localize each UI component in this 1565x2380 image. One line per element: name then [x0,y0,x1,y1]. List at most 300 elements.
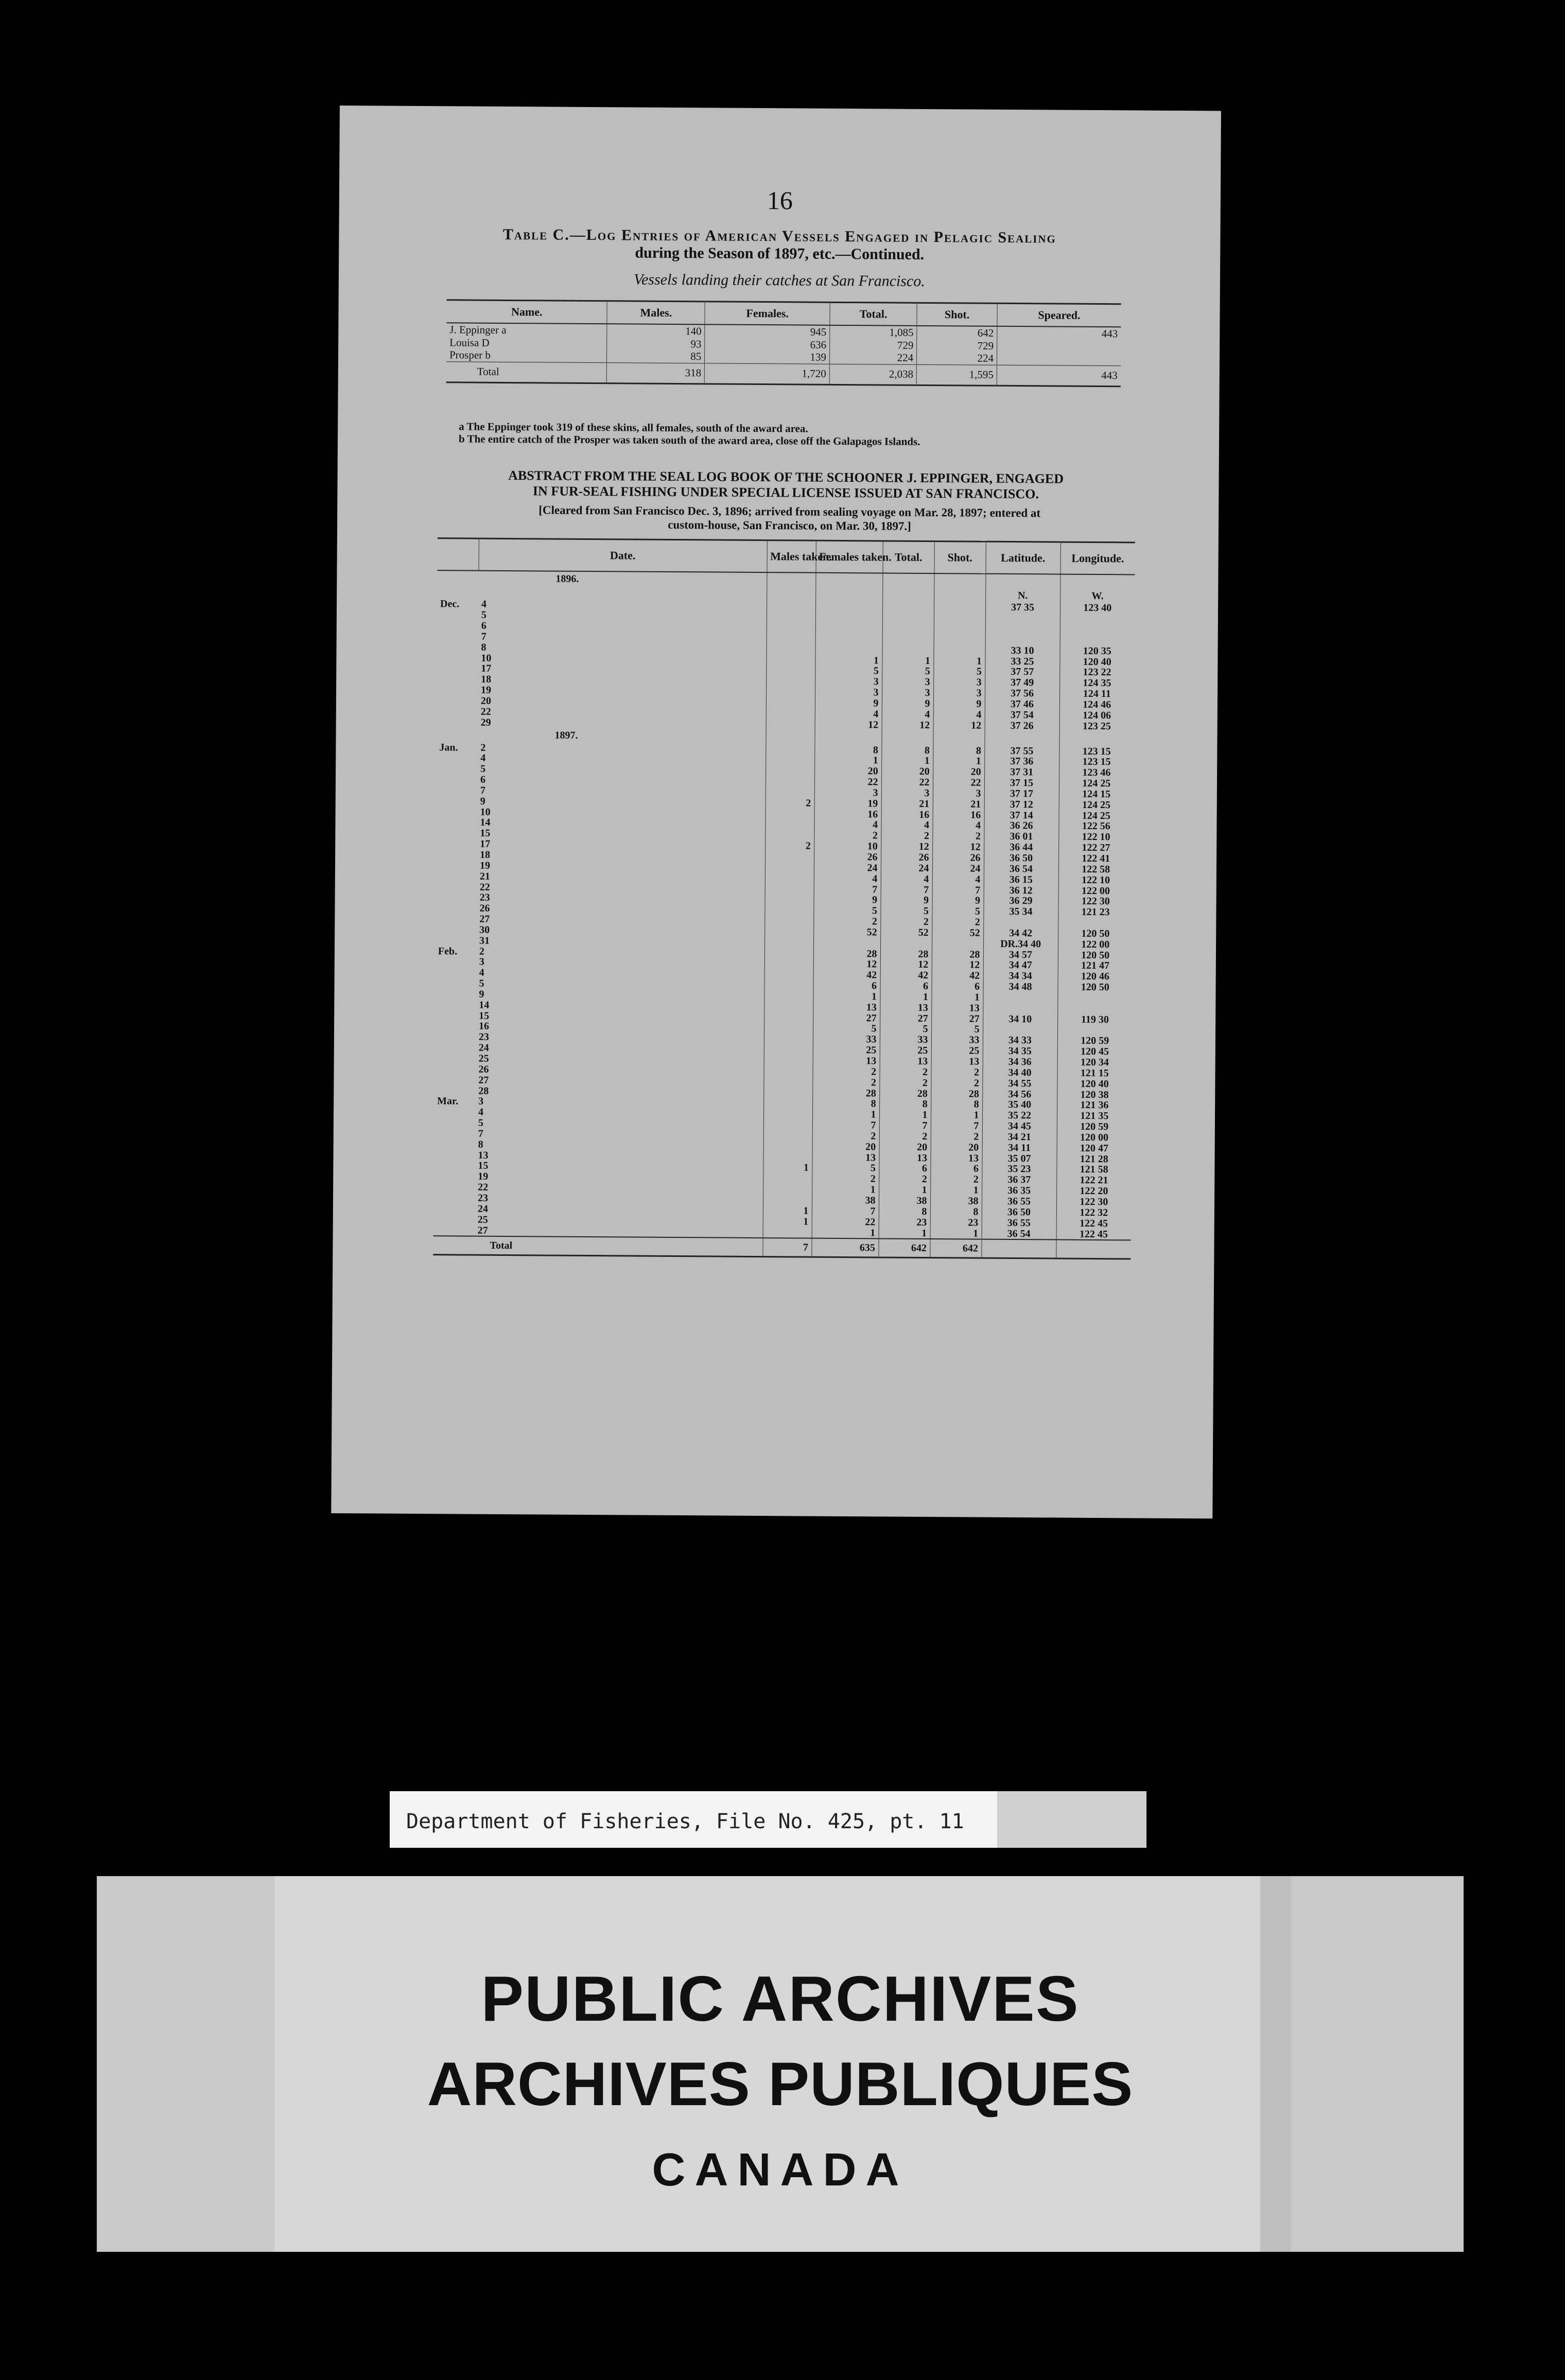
log-cell: 4 [814,819,881,831]
log-cell [985,634,1060,645]
log-cell: 120 35 [1059,645,1134,657]
log-cell: 1 [763,1216,812,1227]
log-cell: 34 45 [982,1121,1057,1132]
log-cell: 121 58 [1056,1164,1131,1176]
log-cell: 34 33 [983,1035,1057,1046]
log-cell: 34 55 [982,1078,1057,1089]
log-cell [434,1031,476,1042]
log-cell: 34 35 [983,1045,1057,1057]
log-cell: 3 [933,677,985,688]
log-cell [437,631,478,642]
log-cell: 38 [812,1195,879,1206]
log-cell: 9 [882,698,933,709]
log-cell [436,828,477,838]
log-cell [1059,731,1134,746]
log-cell [933,730,984,745]
log-cell [763,1098,812,1109]
log-cell: 28 [880,949,932,959]
log-cell: 37 14 [984,810,1059,821]
log-cell: 122 20 [1056,1185,1131,1197]
log-cell: 8 [881,745,933,756]
log-cell: 13 [813,1002,880,1013]
log-cell: 120 38 [1057,1089,1132,1100]
log-cell: 8 [814,744,881,756]
log-cell: 23 [479,892,490,904]
log-cell [766,697,815,708]
log-cell: 20 [480,695,492,707]
log-cell: 37 31 [984,766,1059,778]
log-cell: 3 [815,676,882,688]
log-cell: 42 [813,969,880,981]
log-cell [765,830,814,841]
table-cell: 443 [997,326,1121,340]
abstract-note-line1: [Cleared from San Francisco Dec. 3, 1896; arrived from sealing voyage on Mar. 28, 1897; entered at [538,503,1041,520]
log-cell: 27 [813,1012,880,1024]
log-cell: 12 [881,841,932,852]
log-cell: 4 [814,873,881,884]
log-cell [815,573,882,588]
log-cell: 6 [480,774,486,785]
log-cell [436,849,477,860]
log-cell [932,938,983,949]
log-cell: 8 [931,1099,982,1110]
empty-cell [1056,1239,1131,1258]
empty-cell [437,585,478,599]
log-cell: 120 40 [1057,1078,1132,1090]
log-cell [436,752,477,763]
log-cell: 4 [881,819,932,830]
log-cell: 22 [881,777,933,787]
log-cell [437,652,478,663]
log-cell [984,731,1059,746]
log-cell [985,623,1060,635]
log-cell [934,623,985,634]
log-cell [882,573,934,588]
log-cell: 28 [812,1088,879,1099]
log-cell [766,687,815,697]
log-cell: 2 [930,1174,982,1185]
log-cell [766,708,815,719]
log-cell: 4 [480,752,486,764]
log-cell: 15 [479,1010,490,1022]
log-cell: 7 [812,1119,879,1131]
log-cell: 1 [930,1228,982,1239]
log-cell [434,1000,476,1010]
log-cell [436,838,477,849]
log-cell: 120 59 [1057,1121,1132,1132]
log-cell [983,1003,1057,1014]
log-cell [435,935,476,946]
column-header: Total. [882,541,934,573]
log-cell: 1 [933,756,984,766]
log-cell [435,956,476,967]
log-cell: 8 [879,1098,931,1109]
log-cell: 122 00 [1058,885,1133,897]
log-cell: 5 [933,666,985,677]
log-cell [767,611,815,622]
log-cell: 28 [879,1088,931,1099]
log-cell: 122 45 [1056,1218,1131,1229]
log-cell [764,926,813,937]
log-cell: 123 22 [1059,667,1134,678]
log-cell [764,958,813,969]
log-cell: 14 [480,817,491,829]
log-cell: 121 47 [1058,960,1133,972]
log-cell: 12 [813,959,880,970]
log-cell: 2 [931,1131,982,1142]
log-cell: 13 [478,1149,489,1161]
empty-cell [981,1239,1056,1258]
log-cell: 26 [479,902,490,915]
log-cell: 20 [931,1142,982,1152]
log-cell [433,1171,475,1182]
log-cell: 2 [812,1130,879,1142]
log-cell: 1 [931,1110,982,1121]
log-cell: 7 [931,1121,982,1131]
table-title-line1: Table C.—Log Entries of American Vessels Engaged in Pelagic Sealing [502,225,1057,247]
log-cell [1060,635,1135,646]
log-cell: 3 [933,688,985,698]
log-cell: 9 [932,895,984,906]
log-cell: 37 26 [985,720,1059,731]
log-cell: 123 40 [1060,603,1135,614]
total-cell: 642 [930,1239,981,1258]
log-cell [814,730,881,745]
log-cell: 122 56 [1058,821,1133,832]
log-cell [934,602,985,612]
column-header: Longitude. [1060,542,1135,574]
table-cell: Prosper b [449,348,491,361]
log-cell: 2 [765,841,814,851]
log-cell: 23 [477,1192,489,1204]
log-cell [764,1055,813,1066]
log-cell [765,862,814,872]
log-cell: 4 [815,708,882,720]
log-cell: 2 [881,830,932,841]
log-cell: 7 [481,631,486,642]
log-cell [433,1149,475,1160]
log-cell [435,903,476,914]
log-cell [815,633,882,644]
log-cell: 24 [932,863,984,873]
log-cell: 20 [933,766,984,777]
log-cell [434,1042,476,1053]
log-cell: 9 [933,698,985,709]
log-cell: 20 [879,1142,931,1152]
log-cell: 7 [812,1205,879,1217]
log-cell: 26 [478,1063,489,1075]
log-cell: 120 40 [1059,656,1134,668]
table-cell: 729 [917,339,997,352]
log-cell [765,883,814,894]
log-cell: 36 50 [982,1206,1056,1218]
log-cell: 4 [933,709,985,720]
log-cell: 124 06 [1059,710,1134,721]
log-cell: 4 [479,967,484,979]
total-cell: Total [446,361,607,383]
log-cell: 120 34 [1057,1057,1132,1068]
total-cell: 7 [762,1238,811,1257]
log-cell: 2 [879,1077,931,1088]
log-cell [437,695,478,706]
log-cell: 122 32 [1056,1207,1131,1218]
latitude-hemisphere: N. [985,589,1060,603]
log-cell: 1 [815,655,882,666]
log-cell: 30 [479,924,490,936]
log-cell: 23 [879,1217,930,1228]
log-cell: 2 [931,1077,982,1088]
log-cell: 122 58 [1058,864,1133,875]
log-cell: 24 [477,1203,488,1215]
log-cell [881,730,933,745]
log-cell [764,1012,813,1023]
log-cell: 36 37 [982,1175,1056,1186]
log-cell: 120 00 [1057,1132,1132,1143]
log-cell: 13 [931,1002,983,1013]
log-cell: 33 [813,1034,880,1045]
log-cell: 7 [478,1128,483,1140]
log-cell: 36 50 [984,852,1058,864]
log-cell: 3 [882,687,933,698]
log-cell: 35 22 [982,1110,1057,1121]
log-cell [766,729,814,744]
log-cell: 12 [815,719,882,730]
log-cell: 5 [932,906,983,917]
log-cell [764,969,813,980]
log-cell: 124 25 [1059,810,1134,821]
log-cell: 4 [882,709,933,720]
log-cell: 37 12 [984,799,1059,810]
log-cell: 37 46 [985,698,1059,710]
log-cell: 34 10 [983,1013,1057,1025]
log-cell [434,1107,475,1117]
column-header: Females taken. [815,540,882,573]
log-cell [435,914,476,924]
log-cell: 14 [479,999,490,1011]
log-cell: 8 [478,1139,483,1150]
log-cell [764,1034,813,1044]
log-cell: 120 59 [1057,1035,1132,1046]
log-cell [763,1066,812,1077]
log-cell [436,892,477,903]
log-cell: 26 [814,851,881,863]
log-cell: 12 [880,959,932,970]
log-cell [436,763,477,774]
log-cell: 2 [879,1066,931,1077]
log-cell [763,1195,812,1205]
log-cell [933,644,985,655]
log-cell: 21 [933,798,984,809]
log-cell: 1 [763,1162,812,1173]
log-cell: 16 [881,809,933,820]
log-cell [436,860,477,871]
log-cell: 10 [814,841,881,852]
log-cell: 25 [931,1045,983,1056]
log-cell: 2 [812,1066,879,1077]
log-cell: 26 [881,852,932,863]
log-cell [765,872,814,883]
log-cell [436,881,477,892]
log-cell [815,622,882,634]
log-cell: 35 23 [982,1164,1056,1175]
log-cell: 4 [881,873,932,884]
log-cell: 5 [480,763,486,775]
log-cell: 52 [880,927,932,938]
log-cell [934,573,985,589]
log-cell: 12 [932,959,983,970]
total-cell: 443 [997,365,1121,386]
log-cell: 36 55 [982,1217,1056,1229]
log-cell: 28 [932,949,983,959]
log-cell [437,570,478,585]
log-cell [436,796,477,807]
table-subtitle: Vessels landing their catches at San Francisco. [633,271,925,290]
log-cell: 124 25 [1059,799,1134,811]
log-cell: 36 55 [982,1196,1056,1207]
log-cell: 8 [879,1206,930,1217]
log-cell [437,609,478,620]
log-cell [437,642,478,653]
total-row [446,361,1121,386]
log-cell: 34 57 [983,949,1058,960]
log-cell: 34 11 [982,1142,1057,1153]
log-cell [985,574,1060,589]
log-cell: 3 [933,788,984,799]
log-cell: 1 [881,755,933,766]
log-cell: 1 [812,1184,879,1195]
log-cell: 12 [882,720,933,730]
total-row [433,1236,1131,1259]
log-cell [436,870,477,881]
column-header: Males. [607,301,705,325]
log-cell [434,1053,476,1064]
log-cell [1057,992,1132,1004]
log-cell [815,644,882,655]
log-cell: 24 [881,863,932,873]
log-cell [882,634,934,644]
footnote-a: a The Eppinger took 319 of these skins, all females, south of the award area. [459,420,808,435]
log-cell [766,654,815,665]
log-cell: 1 [880,991,931,1002]
log-cell: 18 [481,674,492,686]
log-cell: 3 [815,687,882,698]
log-cell: 6 [481,620,486,632]
log-cell: 1 [814,755,881,766]
log-cell [435,924,476,935]
total-cell: 1,720 [705,363,830,384]
log-cell: 1897. [554,729,578,741]
log-cell: 6 [813,980,880,991]
log-cell: 34 42 [983,927,1058,939]
log-cell: 25 [477,1214,488,1226]
log-cell [764,991,813,1002]
log-cell: 34 21 [982,1131,1057,1143]
table-cell: 140 [607,324,705,338]
log-cell: 13 [931,1056,983,1067]
log-cell [763,1076,812,1087]
log-cell: 36 35 [982,1185,1056,1196]
log-cell: 37 55 [984,745,1059,757]
log-cell: 42 [932,970,983,981]
log-cell: 15 [478,1160,489,1172]
log-cell: 123 46 [1059,767,1134,778]
log-cell: 35 40 [982,1099,1057,1111]
log-cell: 1 [930,1185,982,1196]
log-cell [434,1074,475,1085]
log-cell: 121 35 [1057,1110,1132,1122]
log-cell: 29 [480,716,491,728]
log-cell: 2 [880,916,932,927]
log-cell: 19 [814,798,881,809]
log-cell: 35 34 [983,906,1058,917]
log-cell: 5 [813,905,880,916]
empty-cell [815,588,882,602]
log-cell: 34 40 [982,1067,1057,1078]
log-cell: 120 47 [1057,1143,1132,1154]
log-cell: 27 [931,1013,983,1024]
log-cell: 26 [932,852,984,863]
log-cell: 28 [931,1088,982,1099]
log-cell: 16 [814,809,881,820]
log-cell: 2 [879,1174,930,1184]
log-cell: 52 [813,926,880,938]
log-cell [763,1130,812,1141]
log-cell [763,1151,812,1162]
log-cell [437,674,478,685]
log-cell: 121 36 [1057,1100,1132,1111]
log-cell: 35 07 [982,1153,1056,1164]
log-cell: 121 15 [1057,1068,1132,1079]
log-cell: 122 00 [1058,939,1133,950]
column-header [437,538,478,571]
log-cell: 13 [812,1152,879,1163]
log-cell: 1 [933,655,985,666]
column-header: Date. [478,538,767,572]
abstract-heading-line2: IN FUR-SEAL FISHING UNDER SPECIAL LICENSE ISSUED AT SAN FRANCISCO. [532,483,1039,502]
stamp-line-archives-publiques: ARCHIVES PUBLIQUES [427,2050,1134,2119]
log-cell: 33 [880,1034,931,1045]
log-cell [764,1044,813,1055]
log-cell: 8 [481,641,486,653]
log-cell [1057,1025,1132,1036]
log-cell [813,937,880,949]
total-cell: 635 [811,1238,878,1257]
log-cell: 124 25 [1059,778,1134,789]
log-cell: 1896. [555,573,579,585]
log-cell: 7 [480,784,485,796]
table-cell: 945 [705,324,830,338]
log-cell: 2 [814,830,881,842]
column-header: Females. [705,302,830,325]
table-cell: 85 [607,349,705,363]
log-cell: 7 [881,884,932,895]
log-cell [434,1128,475,1139]
column-header: Latitude. [985,541,1060,574]
log-cell: 36 54 [984,863,1058,874]
log-cell [882,623,934,634]
log-cell [764,905,813,916]
log-cell [983,917,1058,928]
log-cell: 36 15 [984,874,1058,885]
log-cell: 34 36 [983,1056,1057,1068]
log-cell: 37 54 [985,709,1059,721]
empty-cell [767,587,815,601]
log-cell: 23 [930,1217,982,1228]
log-cell: 18 [480,849,491,861]
log-cell: 120 50 [1058,982,1133,993]
log-cell [763,1119,812,1130]
log-cell: 6 [880,981,932,991]
